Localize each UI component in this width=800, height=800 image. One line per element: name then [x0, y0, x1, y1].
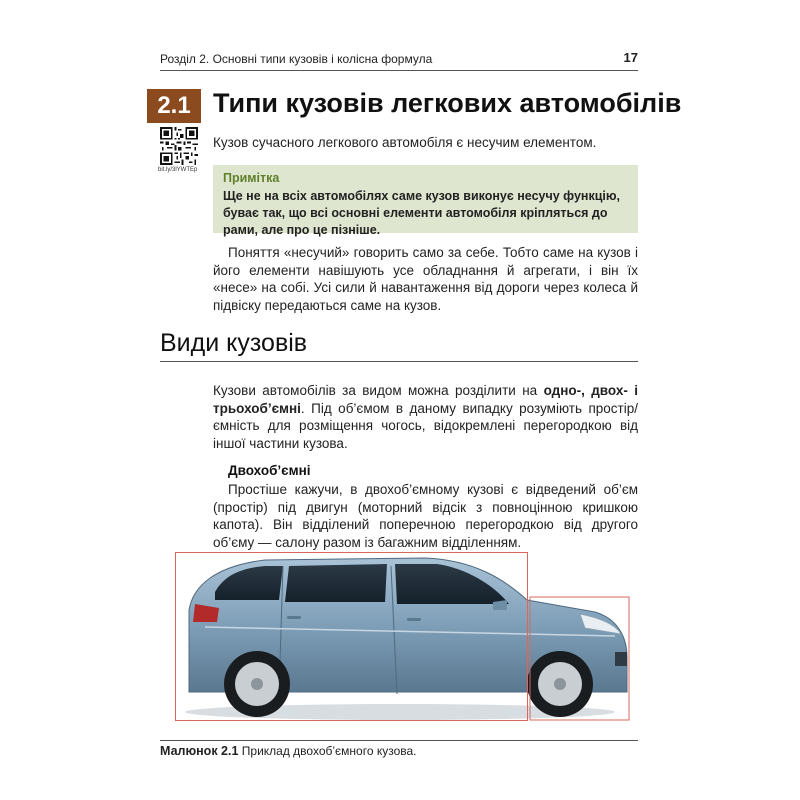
running-title: Розділ 2. Основні типи кузовів і колісна формула [160, 52, 433, 66]
paragraph-text: . Під об’ємом в даному випадку розуміють простір/ємність для розміщення чогось, відокремлені перегородкою від іншої частини кузова. [213, 400, 638, 451]
paragraph: Поняття «несучий» говорить само за себе. Тобто саме на кузов і його елементи навішують усе обладнання й агрегати, і він їх «несе» на собі. Усі сили й навантаження від дороги через колеса й підвіску передаються саме на кузов. [213, 245, 638, 313]
paragraph-text: Кузови автомобілів за видом можна розділити на [213, 383, 544, 398]
paragraph-bold-text: одно-, двох- і трьохоб’ємні [213, 383, 638, 416]
note-label: Примітка [223, 171, 280, 185]
lead-paragraph: Кузов сучасного легкового автомобіля є несучим елементом. [213, 135, 597, 150]
side-window-rear [285, 564, 387, 602]
door-handle [407, 618, 421, 621]
subsection-heading: Види кузовів [160, 329, 638, 362]
caption-label: Малюнок 2.1 [160, 744, 239, 758]
subheading: Двохоб’ємні [228, 463, 311, 478]
running-header [160, 50, 638, 71]
car-illustration [175, 552, 630, 724]
figure-car-image [175, 552, 630, 724]
grille [615, 652, 627, 666]
caption-text: Приклад двохоб’ємного кузова. [241, 744, 417, 758]
section-number-badge: 2.1 [147, 89, 201, 123]
note-text: Ще не на всіх автомобілях саме кузов виконує несучу функцію, буває так, що всі основні елементи автомобіля кріпляться до рами, але про це пізніше. [223, 189, 621, 237]
qr-link-text[interactable]: bit.ly/3lYWTEp [158, 167, 198, 173]
section-title: Типи кузовів легкових автомобілів [213, 88, 682, 118]
paragraph [213, 382, 638, 452]
figure-caption [160, 740, 638, 758]
door-handle [287, 616, 301, 619]
qr-code-icon[interactable] [160, 127, 198, 165]
note-box [213, 165, 638, 237]
paragraph: Простіше кажучи, в двохоб’ємному кузові є відведений об’єм (простір) під двигун (моторний відсік з повноцінною кришкою капота). Він відділений поперечною перегородкою від другого об’єму — салону разом із багажним відділенням. [213, 482, 638, 550]
page-number: 17 [623, 50, 638, 65]
